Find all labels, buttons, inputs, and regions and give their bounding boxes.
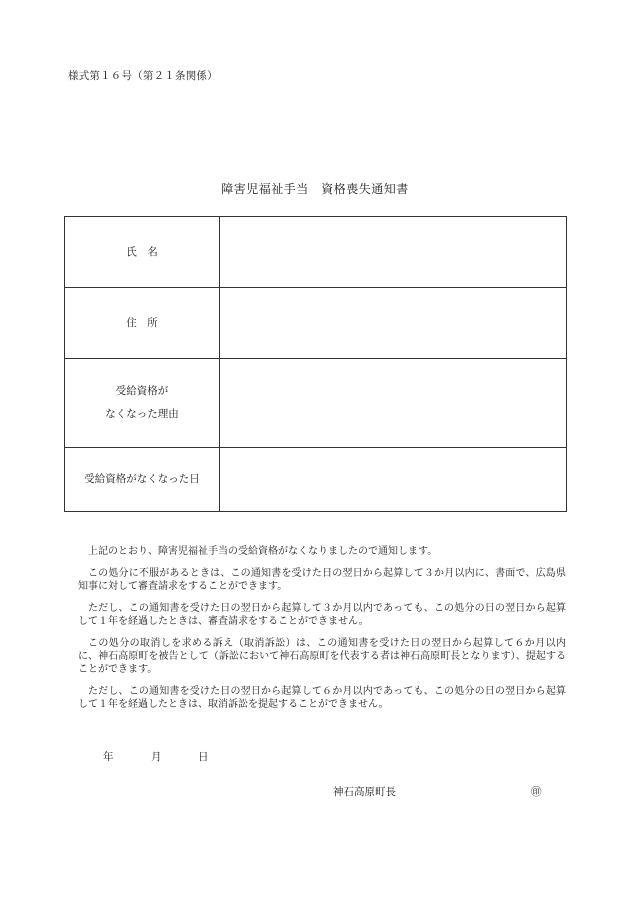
- date-month: 月: [151, 751, 162, 763]
- name-label: [65, 217, 220, 288]
- table-row-name: [65, 217, 567, 288]
- seal-mark: ㊞: [531, 786, 542, 798]
- table-row-loss-date: [65, 448, 567, 512]
- notice-paragraph-2: この処分に不服があるときは、この通知書を受けた日の翌日から起算して３か月以内に、書面で、広島県知事に対して審査請求をすることができます。: [78, 568, 566, 592]
- loss-date-label: [65, 448, 220, 512]
- issue-date: [103, 749, 209, 764]
- table-row-reason: [65, 359, 567, 448]
- notice-paragraph-5: ただし、この通知書を受けた日の翌日から起算して６か月以内であっても、この処分の日の翌日から起算して１年を経過したときは、取消訴訟を提起することができません。: [78, 686, 566, 710]
- date-day: 日: [198, 751, 209, 763]
- loss-date-value-cell[interactable]: [220, 448, 567, 512]
- notice-text: [78, 545, 566, 720]
- loss-date-label-text: 受給資格がなくなった日: [84, 473, 200, 485]
- name-value-cell[interactable]: [220, 217, 567, 288]
- address-value-cell[interactable]: [220, 288, 567, 359]
- address-label-text: 住 所: [126, 316, 158, 329]
- info-table: [64, 216, 567, 512]
- date-year: 年: [103, 751, 114, 763]
- reason-label-line-2: なくなった理由: [105, 408, 179, 420]
- reason-value-cell[interactable]: [220, 359, 567, 448]
- notice-paragraph-3: ただし、この通知書を受けた日の翌日から起算して３か月以内であっても、この処分の日の翌日から起算して１年を経過したときは、審査請求をすることができません。: [78, 603, 566, 627]
- issuer-name: 神石高原町長: [333, 786, 396, 798]
- address-label: [65, 288, 220, 359]
- notice-paragraph-4: この処分の取消しを求める訴え（取消訴訟）は、この通知書を受けた日の翌日から起算して６か月以内に、神石高原町を被告として（訴訟において神石高原町を代表する者は神石高原町長となります）、提起することができます。: [78, 638, 566, 675]
- notice-paragraph-1: 上記のとおり、障害児福祉手当の受給資格がなくなりましたので通知します。: [88, 546, 438, 557]
- form-number: 様式第１６号（第２１条関係）: [68, 70, 218, 82]
- reason-label: [65, 359, 220, 448]
- document-title: 障害児福祉手当 資格喪失通知書: [221, 182, 409, 196]
- reason-label-line-1: 受給資格が: [115, 385, 169, 397]
- name-label-text: 氏 名: [126, 245, 158, 258]
- table-row-address: [65, 288, 567, 359]
